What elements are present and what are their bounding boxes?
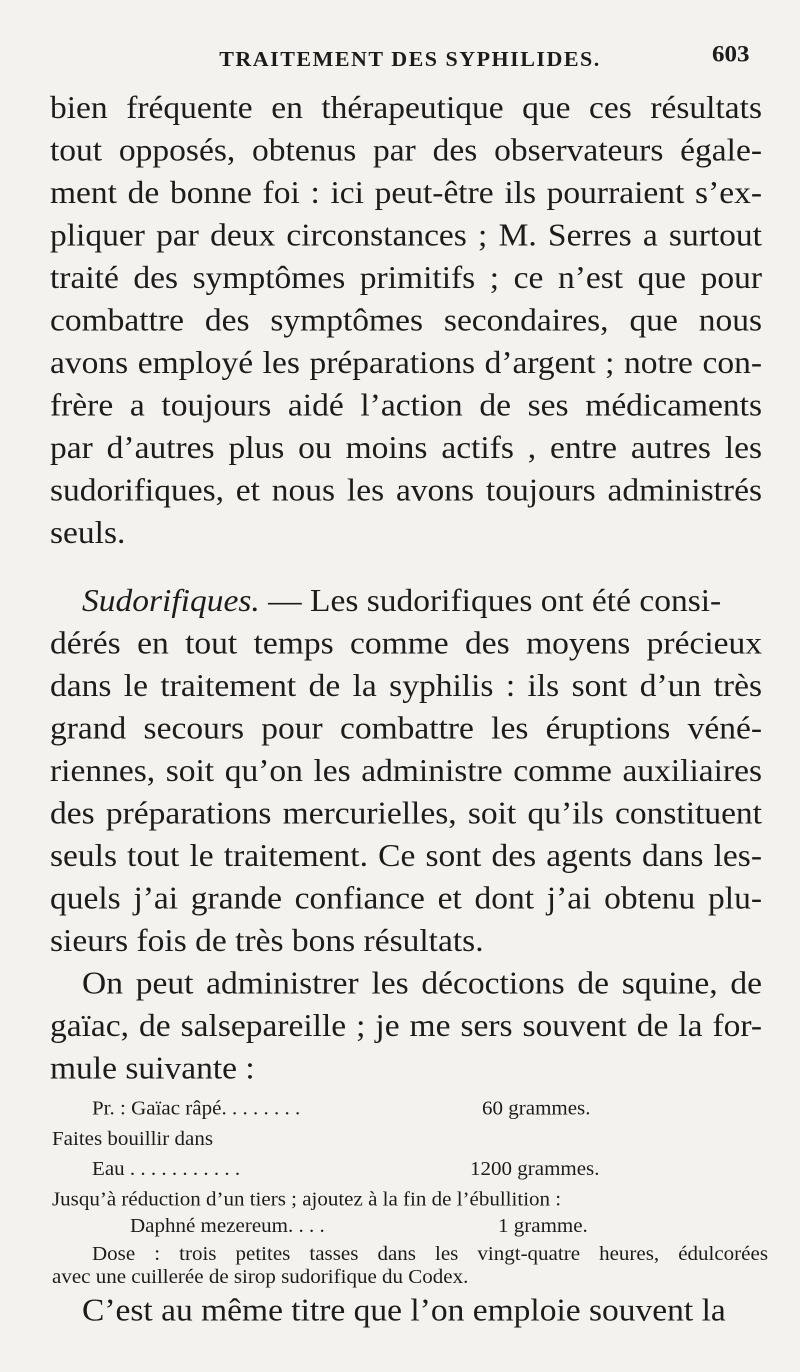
text-line: frère a toujours aidé l’action de ses médicaments: [50, 388, 762, 424]
text-line: C’est au même titre que l’on emploie souvent la: [82, 1293, 726, 1329]
formula-ingredient-label: Pr. : Gaïac râpé. . . . . . . .: [92, 1096, 301, 1120]
text-line: sieurs fois de très bons résultats.: [50, 923, 484, 959]
dose-line: Dose : trois petites tasses dans les vingt-quatre heures, édulcorées: [92, 1242, 768, 1265]
running-head: TRAITEMENT DES SYPHILIDES.: [219, 47, 601, 71]
text-line: ment de bonne foi : ici peut-être ils pourraient s’ex-: [50, 175, 762, 211]
text-line: pliquer par deux circonstances ; M. Serres a surtout: [50, 218, 762, 254]
formula-ingredient-value: 1 gramme.: [498, 1213, 588, 1237]
text-line: traité des symptômes primitifs ; ce n’est que pour: [50, 260, 762, 296]
dose-line: avec une cuillerée de sirop sudorifique du Codex.: [52, 1264, 469, 1288]
text-line: tout opposés, obtenus par des observateurs égale-: [50, 133, 762, 169]
text-line: sudorifiques, et nous les avons toujours administrés: [50, 473, 762, 509]
section-first-line: [82, 583, 762, 621]
formula-instruction: Faites bouillir dans: [52, 1126, 213, 1150]
text-line: avons employé les préparations d’argent ; notre con-: [50, 345, 762, 381]
formula-ingredient-value: 1200 grammes.: [470, 1157, 600, 1180]
formula-ingredient-label: Eau . . . . . . . . . . .: [92, 1157, 241, 1180]
text-line: On peut administrer les décoctions de squine, de: [82, 966, 762, 1002]
text-line: mule suivante :: [50, 1051, 255, 1087]
page-number: 603: [712, 41, 750, 68]
text-line: dans le traitement de la syphilis : ils sont d’un très: [50, 668, 762, 704]
text-line: combattre des symptômes secondaires, que nous: [50, 303, 762, 339]
formula-ingredient-label: Daphné mezereum. . . .: [130, 1213, 325, 1237]
text-line: seuls tout le traitement. Ce sont des agents dans les-: [50, 838, 762, 874]
formula-instruction: Jusqu’à réduction d’un tiers ; ajoutez à la fin de l’ébullition :: [52, 1187, 562, 1211]
text-line: par d’autres plus ou moins actifs , entre autres les: [50, 430, 762, 466]
text-line: grand secours pour combattre les éruptions véné-: [50, 711, 762, 747]
text-line: des préparations mercurielles, soit qu’ils constituent: [50, 796, 762, 832]
text-line: gaïac, de salsepareille ; je me sers souvent de la for-: [50, 1008, 762, 1044]
formula-ingredient-value: 60 grammes.: [482, 1096, 591, 1120]
text-line: quels j’ai grande confiance et dont j’ai obtenu plu-: [50, 881, 762, 917]
section-heading: Sudorifiques.: [82, 583, 260, 619]
text-line: riennes, soit qu’on les administre comme auxiliaires: [50, 753, 762, 789]
text-line: seuls.: [50, 515, 126, 551]
section-text: — Les sudorifiques ont été consi-: [259, 583, 722, 619]
text-line: dérés en tout temps comme des moyens précieux: [50, 626, 762, 662]
text-line: bien fréquente en thérapeutique que ces résultats: [50, 90, 762, 126]
